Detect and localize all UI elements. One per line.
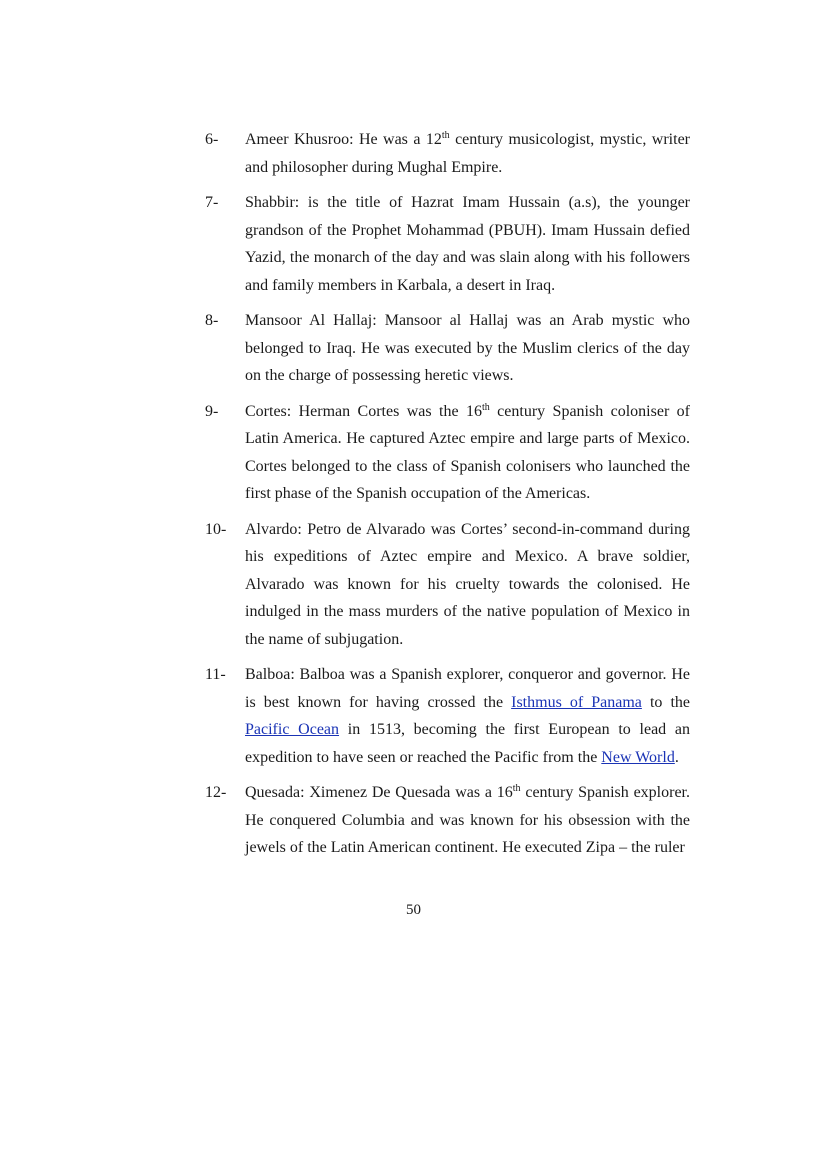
hyperlink[interactable]: Isthmus of Panama bbox=[511, 693, 642, 711]
endnotes-list bbox=[205, 126, 690, 870]
text-run: Quesada: Ximenez De Quesada was a 16 bbox=[245, 784, 513, 801]
endnote-text bbox=[245, 189, 690, 299]
text-run: Alvardo: Petro de Alvarado was Cortes’ second-in-command during his expeditions of Aztec empire and Mexico. A brave soldier, Alvarado was known for his cruelty towards the colonised. He indulged in the mass murders of the native population of Mexico in the name of subjugation. bbox=[245, 520, 690, 648]
endnote-item bbox=[205, 398, 690, 508]
endnote-text bbox=[245, 398, 690, 508]
endnote-item bbox=[205, 661, 690, 771]
text-run: Shabbir: is the title of Hazrat Imam Hussain (a.s), the younger grandson of the Prophet Mohammad (PBUH). Imam Hussain defied Yazid, the monarch of the day and was slain along with his followers and family members in Karbala, a desert in Iraq. bbox=[245, 194, 690, 294]
page-number: 50 bbox=[406, 902, 421, 918]
hyperlink[interactable]: New World bbox=[601, 748, 675, 766]
endnote-number: 7- bbox=[205, 194, 219, 211]
endnote-text bbox=[245, 661, 690, 771]
text-run: to the bbox=[641, 693, 690, 711]
text-run: Mansoor Al Hallaj: Mansoor al Hallaj was an Arab mystic who belonged to Iraq. He was executed by the Muslim clerics of the day on the charge of possessing heretic views. bbox=[245, 312, 690, 384]
endnote-number: 9- bbox=[205, 402, 219, 420]
text-run: in 1513, becoming the first European to lead an expedition to have seen or reached the Pacific from the bbox=[245, 721, 691, 766]
text-run: century Spanish coloniser of Latin America. He captured Aztec empire and large parts of Mexico. Cortes belonged to the class of Spanish colonisers who launched the first phase of the Spanish occupation of the Americas. bbox=[245, 402, 691, 502]
endnote-item bbox=[205, 516, 690, 654]
text-run: Ameer Khusroo: He was a 12 bbox=[245, 131, 442, 148]
endnote-text bbox=[245, 307, 690, 390]
hyperlink[interactable]: Pacific Ocean bbox=[245, 721, 340, 738]
ordinal-superscript: th bbox=[441, 130, 450, 141]
endnote-item bbox=[205, 307, 690, 390]
endnote-number: 11- bbox=[205, 666, 226, 683]
text-run: Balboa: Balboa was a Spanish explorer, conqueror and governor. He is best known for having crossed the bbox=[245, 666, 690, 711]
text-run: . bbox=[674, 748, 679, 766]
endnote-number: 6- bbox=[205, 131, 219, 148]
endnote-text bbox=[245, 126, 690, 181]
endnote-text bbox=[245, 516, 690, 654]
endnote-number: 8- bbox=[205, 312, 219, 329]
endnote-item bbox=[205, 779, 690, 862]
text-run: century Spanish explorer. He conquered Columbia and was known for his obsession with the jewels of the Latin American continent. He executed Zipa – the ruler bbox=[245, 784, 690, 856]
endnote-number: 12- bbox=[205, 784, 227, 801]
endnote-text bbox=[245, 779, 690, 862]
endnote-item bbox=[205, 126, 690, 181]
endnote-item bbox=[205, 189, 690, 299]
text-run: century musicologist, mystic, writer and philosopher during Mughal Empire. bbox=[245, 131, 690, 176]
endnote-number: 10- bbox=[205, 520, 227, 538]
text-run: Cortes: Herman Cortes was the 16 bbox=[245, 402, 482, 420]
ordinal-superscript: th bbox=[481, 401, 490, 413]
ordinal-superscript: th bbox=[512, 783, 521, 794]
